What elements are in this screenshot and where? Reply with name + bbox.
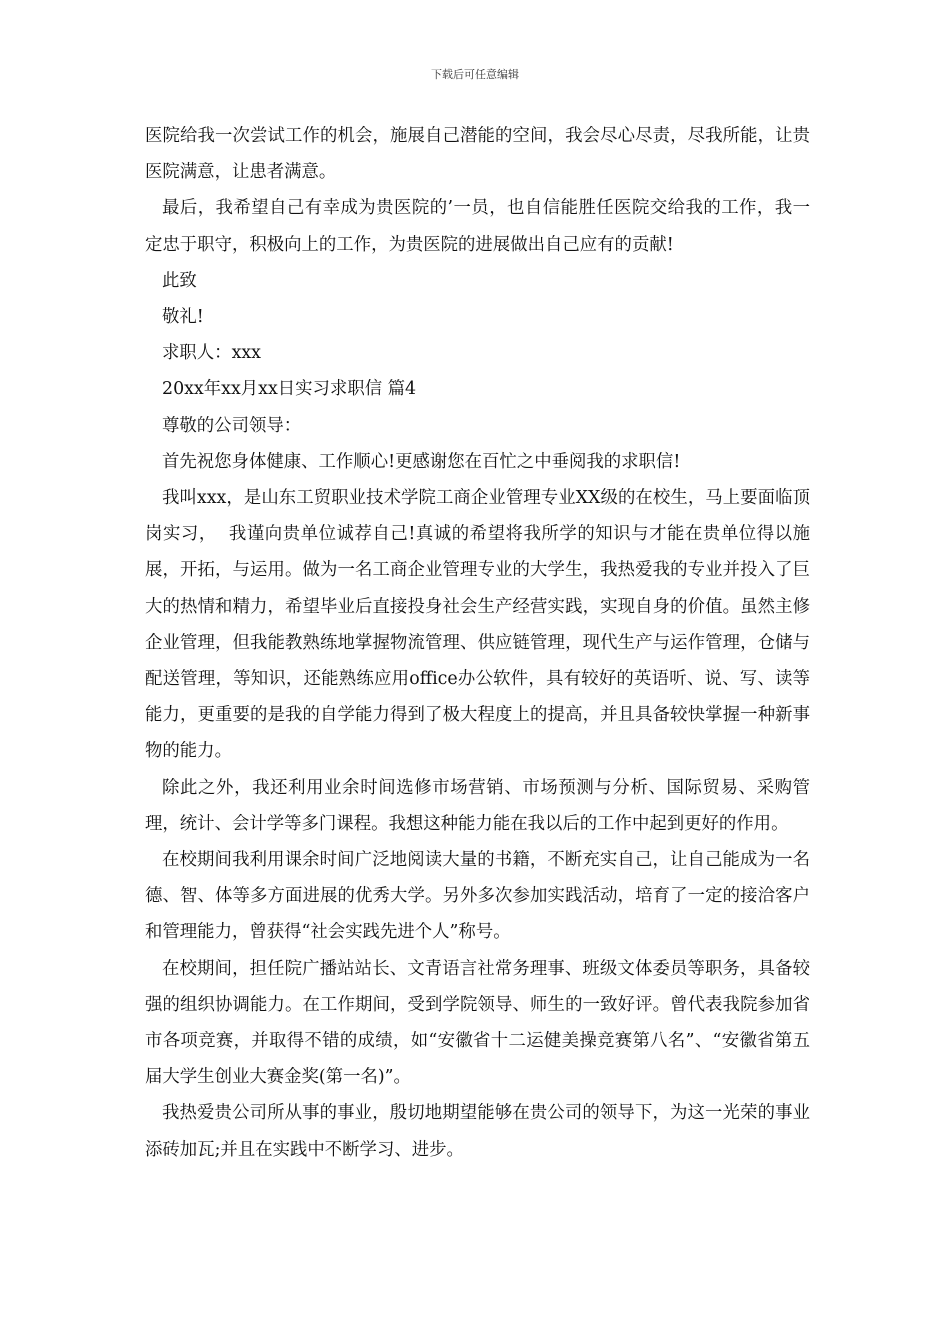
salutation-jingli: 敬礼! [162,307,204,328]
greeting-line: 尊敬的公司领导： [162,415,302,436]
paragraph-closing: 我热爱贵公司所从事的事业，殷切地期望能够在贵公司的领导下，为这一光荣的事业添砖加瓦;并且在实践中不断学习、进步。 [145,1103,810,1160]
paragraph-reading: 在校期间我利用课余时间广泛地阅读大量的书籍，不断充实自己，让自己能成为一名德、智、体等多方面进展的优秀大学。另外多次参加实践活动，培育了一定的接洽客户和管理能力，曾获得“社会实践先进个人”称号。 [145,850,810,943]
paragraph-positions: 在校期间，担任院广播站站长、文青语言社常务理事、班级文体委员等职务，具备较强的组织协调能力。在工作期间，受到学院领导、师生的一致好评。曾代表我院参加省市各项竞赛，并取得不错的成绩，如“安徽省十二运健美操竞赛第八名”、“安徽省第五届大学生创业大赛金奖(第一名)”。 [145,958,810,1088]
paragraph-wishes: 首先祝您身体健康、工作顺心!更感谢您在百忙之中垂阅我的求职信! [162,451,681,472]
paragraph-electives: 除此之外，我还利用业余时间选修市场营销、市场预测与分析、国际贸易、采购管理，统计、会计学等多门课程。我想这种能力能在我以后的工作中起到更好的作用。 [145,777,810,834]
signature-line: 求职人：xxx [162,343,261,364]
document-body [145,118,810,1168]
salutation-cizhi: 此致 [162,270,197,291]
page-header-note: 下载后可任意编辑 [431,68,519,81]
paragraph-introduction: 我叫xxx，是山东工贸职业技术学院工商企业管理专业XX级的在校生，马上要面临顶岗实习， 我谨向贵单位诚荐自己!真诚的希望将我所学的知识与才能在贵单位得以施展，开拓，与运用。做为一名工商企业管理专业的大学生，我热爱我的专业并投入了巨大的热情和精力，希望毕业后直接投身社会生产经营实践，实现自身的价值。虽然主修企业管理，但我能教熟练地掌握物流管理、供应链管理，现代生产与运作管理，仓储与配送管理，等知识，还能熟练应用office办公软件，具有较好的英语听、说、写、读等能力，更重要的是我的自学能力得到了极大程度上的提高，并且具备较快掌握一种新事物的能力。 [145,488,810,762]
paragraph-2: 最后，我希望自己有幸成为贵医院的’一员，也自信能胜任医院交给我的工作，我一定忠于职守，积极向上的工作，为贵医院的进展做出自己应有的贡献! [145,198,810,255]
section-title: 20xx年xx月xx日实习求职信 篇4 [162,379,417,400]
paragraph-1: 医院给我一次尝试工作的机会，施展自己潜能的空间，我会尽心尽责，尽我所能，让贵医院满意，让患者满意。 [145,126,810,183]
